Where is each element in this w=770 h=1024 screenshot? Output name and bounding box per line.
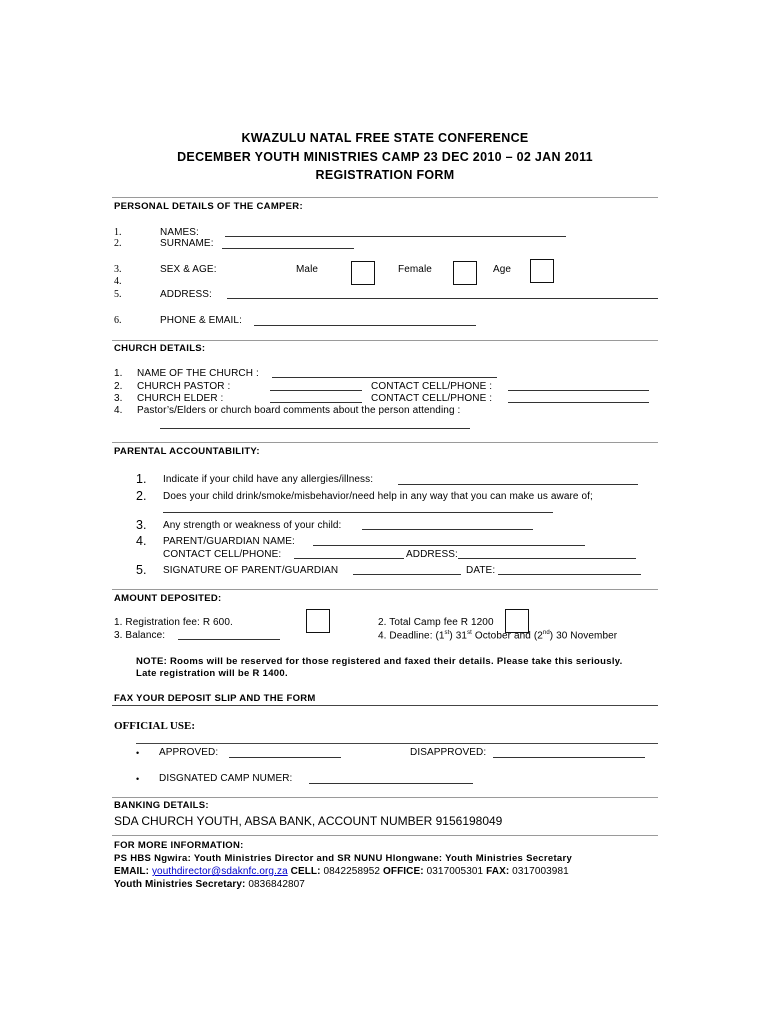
fax-underline <box>112 705 658 706</box>
approved-field[interactable] <box>229 757 341 758</box>
age-box[interactable] <box>530 259 554 283</box>
female-label: Female <box>398 264 432 275</box>
guardian-contact-field[interactable] <box>294 558 404 559</box>
pastor-contact-field[interactable] <box>508 390 649 391</box>
signature-label: SIGNATURE OF PARENT/GUARDIAN <box>163 565 339 576</box>
pastor-label: CHURCH PASTOR : <box>137 381 231 392</box>
approved-bullet: • <box>136 748 140 758</box>
surname-label: SURNAME: <box>160 238 214 249</box>
strength-field[interactable] <box>362 529 533 530</box>
registration-fee-box[interactable] <box>306 609 330 633</box>
date-label: DATE: <box>466 565 496 576</box>
guardian-name-field[interactable] <box>313 545 585 546</box>
surname-field[interactable] <box>222 248 354 249</box>
strength-number: 3. <box>136 518 147 532</box>
sex-age-label: SEX & AGE: <box>160 264 217 275</box>
signature-field[interactable] <box>353 574 461 575</box>
official-divider <box>136 743 658 744</box>
deadline-label: 4. Deadline: (1st) 31st October and (2nd) 30 November <box>378 630 618 642</box>
names-number: 1. <box>114 227 122 238</box>
official-heading: OFFICIAL USE: <box>114 720 195 732</box>
comments-number: 4. <box>114 405 123 416</box>
info-contact-line: EMAIL: youthdirector@sdaknfc.org.za CELL: 0842258952 OFFICE: 0317005301 FAX: 0317003981 <box>114 866 569 877</box>
address-number: 5. <box>114 289 122 300</box>
section-divider <box>112 835 658 836</box>
camp-number-bullet: • <box>136 774 140 784</box>
behaviour-number: 2. <box>136 489 147 503</box>
camp-title: DECEMBER YOUTH MINISTRIES CAMP 23 DEC 2010 – 02 JAN 2011 <box>177 150 593 164</box>
address-field[interactable] <box>227 298 658 299</box>
note-line-1: NOTE: Rooms will be reserved for those registered and faxed their details. Please take this seriously. <box>136 656 623 667</box>
disapproved-label: DISAPPROVED: <box>410 747 487 758</box>
church-name-number: 1. <box>114 368 123 379</box>
pastor-contact-label: CONTACT CELL/PHONE : <box>371 381 493 392</box>
names-label: NAMES: <box>160 227 199 238</box>
elder-label: CHURCH ELDER : <box>137 393 224 404</box>
phone-label: PHONE & EMAIL: <box>160 315 242 326</box>
names-field[interactable] <box>225 236 566 237</box>
conference-title: KWAZULU NATAL FREE STATE CONFERENCE <box>241 131 529 145</box>
banking-details: SDA CHURCH YOUTH, ABSA BANK, ACCOUNT NUMBER 9156198049 <box>114 814 503 828</box>
male-label: Male <box>296 264 319 275</box>
church-name-field[interactable] <box>272 377 497 378</box>
info-contacts: PS HBS Ngwira: Youth Ministries Director and SR NUNU Hlongwane: Youth Ministries Secretary <box>114 853 573 864</box>
approved-label: APPROVED: <box>159 747 219 758</box>
address-label: ADDRESS: <box>160 289 212 300</box>
guardian-label: PARENT/GUARDIAN NAME: <box>163 536 295 547</box>
allergies-field[interactable] <box>398 484 638 485</box>
guardian-address-field[interactable] <box>458 558 636 559</box>
church-heading: CHURCH DETAILS: <box>114 343 206 354</box>
camp-number-field[interactable] <box>309 783 473 784</box>
strength-label: Any strength or weakness of your child: <box>163 520 342 531</box>
section-divider <box>112 340 658 341</box>
pastor-field[interactable] <box>270 390 362 391</box>
personal-heading: PERSONAL DETAILS OF THE CAMPER: <box>114 201 303 212</box>
age-label: Age <box>493 264 512 275</box>
blank-item-number: 4. <box>114 276 122 287</box>
section-divider <box>112 797 658 798</box>
signature-number: 5. <box>136 563 147 577</box>
date-field[interactable] <box>498 574 641 575</box>
section-divider <box>112 197 658 198</box>
note-line-2: Late registration will be R 1400. <box>136 668 288 679</box>
disapproved-field[interactable] <box>493 757 645 758</box>
behaviour-label: Does your child drink/smoke/misbehavior/need help in any way that you can make us aware of; <box>163 491 593 502</box>
sex-age-number: 3. <box>114 264 122 275</box>
surname-number: 2. <box>114 238 122 249</box>
amount-heading: AMOUNT DEPOSITED: <box>114 593 222 604</box>
registration-fee-label: 1. Registration fee: R 600. <box>114 617 233 628</box>
behaviour-field[interactable] <box>163 512 553 513</box>
guardian-number: 4. <box>136 534 147 548</box>
banking-heading: BANKING DETAILS: <box>114 800 209 811</box>
balance-field[interactable] <box>178 639 280 640</box>
guardian-address-label: ADDRESS: <box>406 549 458 560</box>
form-title: REGISTRATION FORM <box>315 168 455 182</box>
section-divider <box>112 589 658 590</box>
phone-number: 6. <box>114 315 122 326</box>
fax-heading: FAX YOUR DEPOSIT SLIP AND THE FORM <box>114 693 316 704</box>
email-link[interactable]: youthdirector@sdaknfc.org.za <box>151 866 288 877</box>
parental-heading: PARENTAL ACCOUNTABILITY: <box>114 446 260 457</box>
allergies-number: 1. <box>136 472 147 486</box>
balance-label: 3. Balance: <box>114 630 166 641</box>
male-checkbox[interactable] <box>351 261 375 285</box>
phone-email-field[interactable] <box>254 325 476 326</box>
elder-contact-field[interactable] <box>508 402 649 403</box>
comments-field[interactable] <box>160 428 470 429</box>
elder-number: 3. <box>114 393 123 404</box>
total-fee-label: 2. Total Camp fee R 1200 <box>378 617 494 628</box>
section-divider <box>112 442 658 443</box>
info-heading: FOR MORE INFORMATION: <box>114 840 244 851</box>
female-checkbox[interactable] <box>453 261 477 285</box>
comments-label: Pastor’s/Elders or church board comments about the person attending : <box>137 405 461 416</box>
elder-contact-label: CONTACT CELL/PHONE : <box>371 393 493 404</box>
pastor-number: 2. <box>114 381 123 392</box>
camp-number-label: DISGNATED CAMP NUMER: <box>159 773 293 784</box>
elder-field[interactable] <box>270 402 362 403</box>
guardian-contact-label: CONTACT CELL/PHONE: <box>163 549 282 560</box>
church-name-label: NAME OF THE CHURCH : <box>137 368 259 379</box>
allergies-label: Indicate if your child have any allergies/illness: <box>163 474 374 485</box>
secretary-line: Youth Ministries Secretary: 0836842807 <box>114 879 305 890</box>
